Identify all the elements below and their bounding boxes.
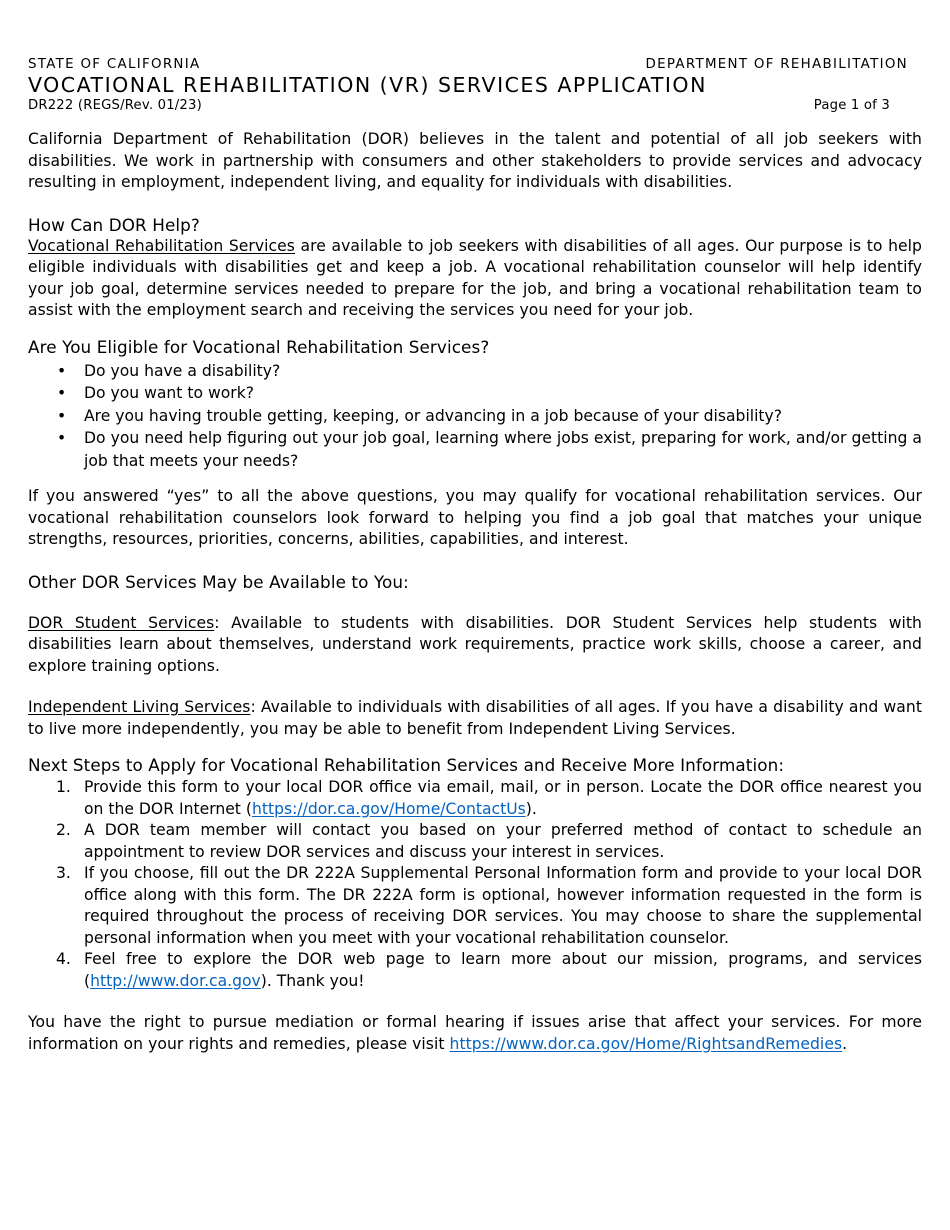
vr-services-term: Vocational Rehabilitation Services bbox=[28, 236, 295, 255]
header-top-row bbox=[28, 56, 922, 74]
form-id: DR222 (REGS/Rev. 01/23) bbox=[28, 98, 202, 113]
student-services-paragraph: DOR Student Services: Available to students with disabilities. DOR Student Services help students with disabilities learn about themselves, understand work requirements, practice work skills, choose a career, and explore training options. bbox=[28, 613, 922, 675]
bullet-icon: • bbox=[57, 384, 67, 402]
document-page bbox=[28, 56, 922, 1055]
step-item: 1. Provide this form to your local DOR office via email, mail, or in person. Locate the DOR office nearest you on the DOR Internet (https://dor.ca.gov/Home/ContactUs). bbox=[56, 778, 922, 818]
list-item: • Do you need help figuring out your job goal, learning where jobs exist, preparing for work, and/or getting a job that meets your needs? bbox=[57, 429, 922, 470]
bullet-icon: • bbox=[57, 406, 67, 425]
step-item: 2. A DOR team member will contact you based on your preferred method of contact to schedule an appointment to review DOR services and discuss your interest in services. bbox=[56, 821, 922, 861]
next-steps-heading: Next Steps to Apply for Vocational Rehabilitation Services and Receive More Information: bbox=[28, 755, 785, 775]
page-number: Page 1 of 3 bbox=[813, 98, 890, 113]
step-item: 4. Feel free to explore the DOR web page to learn more about our mission, programs, and services (http://www.dor.ca.gov). Thank you! bbox=[56, 950, 922, 990]
eligibility-list bbox=[28, 360, 922, 473]
eligible-heading: Are You Eligible for Vocational Rehabilitation Services? bbox=[28, 336, 490, 357]
bullet-icon: • bbox=[57, 429, 67, 447]
intro-paragraph: California Department of Rehabilitation (DOR) believes in the talent and potential of all job seekers with disabilities. We work in partnership with consumers and other stakeholders to provide services and advocacy resulting in employment, independent living, and equality for individuals with disabilities. bbox=[28, 130, 922, 191]
contact-us-link[interactable]: https://dor.ca.gov/Home/ContactUs bbox=[251, 799, 526, 818]
form-title: VOCATIONAL REHABILITATION (VR) SERVICES APPLICATION bbox=[28, 73, 707, 97]
header-bottom-row bbox=[28, 97, 922, 115]
how-help-paragraph bbox=[28, 236, 922, 322]
department-label: DEPARTMENT OF REHABILITATION bbox=[645, 57, 908, 72]
student-services-term: DOR Student Services bbox=[28, 613, 215, 632]
eligibility-followup: If you answered “yes” to all the above questions, you may qualify for vocational rehabilitation services. Our vocational rehabilitation counselors look forward to helping you find a job goal that matches your unique strengths, resources, priorities, concerns, abilities, capabilities, and interest. bbox=[28, 487, 922, 548]
bullet-icon: • bbox=[57, 361, 67, 380]
rights-remedies-link[interactable]: https://www.dor.ca.gov/Home/RightsandRemedies bbox=[449, 1034, 843, 1053]
state-label: STATE OF CALIFORNIA bbox=[28, 57, 201, 72]
how-help-heading: How Can DOR Help? bbox=[28, 214, 200, 235]
list-item: • Do you have a disability? bbox=[28, 360, 922, 383]
ils-term: Independent Living Services bbox=[28, 698, 251, 716]
ils-paragraph: Independent Living Services: Available to individuals with disabilities of all ages. If you have a disability and want to live more independently, you may be able to benefit from Independent Living Services. bbox=[28, 698, 922, 738]
how-help-text: are available to job seekers with disabilities of all ages. Our purpose is to help eligible individuals with disabilities get and keep a job. A vocational rehabilitation counselor will help identify your job goal, determine services needed to prepare for the job, and bring a vocational rehabilitation team to assist with the employment search and receiving the services you need for your job. bbox=[28, 236, 922, 319]
other-services-heading: Other DOR Services May be Available to You: bbox=[28, 571, 409, 592]
step-item: 3. If you choose, fill out the DR 222A Supplemental Personal Information form and provide to your local DOR office along with this form. The DR 222A form is optional, however information requested in the form is required throughout the process of receiving DOR services. You may choose to share the supplemental personal information when you meet with your vocational rehabilitation counselor. bbox=[56, 864, 922, 947]
dor-home-link[interactable]: http://www.dor.ca.gov bbox=[90, 971, 261, 990]
list-item: • Do you want to work? bbox=[28, 382, 922, 405]
rights-paragraph: You have the right to pursue mediation or formal hearing if issues arise that affect your services. For more information on your rights and remedies, please visit https://www.dor.ca.gov/Home/RightsandRemedies. bbox=[28, 1013, 922, 1053]
list-item: • Are you having trouble getting, keeping, or advancing in a job because of your disability? bbox=[28, 405, 922, 428]
next-steps-list bbox=[28, 777, 922, 992]
